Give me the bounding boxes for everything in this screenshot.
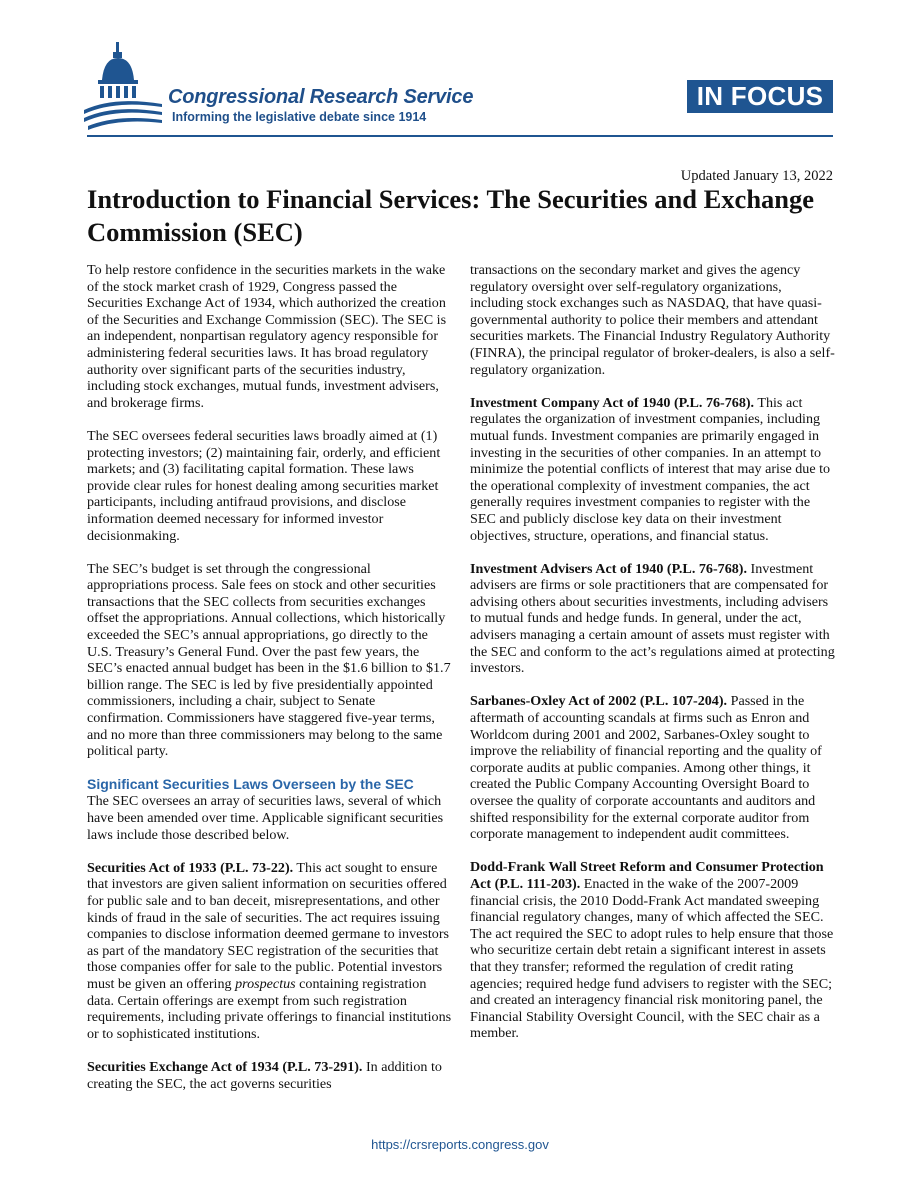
laws-intro-paragraph: The SEC oversees an array of securities laws, several of which have been amended over time. Applicable significant securities laws include those described below. <box>87 793 444 843</box>
capitol-dome-icon <box>84 40 164 132</box>
act-title: Dodd-Frank Wall Street Reform and Consumer Protection Act (P.L. 111-203). <box>470 859 824 892</box>
left-column <box>87 262 452 1109</box>
crs-logo[interactable] <box>84 40 504 132</box>
header-divider <box>87 135 833 137</box>
act-title: Securities Exchange Act of 1934 (P.L. 73-291). <box>87 1058 363 1075</box>
act-1934-paragraph <box>87 1059 452 1092</box>
footer-url-link[interactable]: https://crsreports.congress.gov <box>371 1137 549 1152</box>
intro-paragraph: To help restore confidence in the securities markets in the wake of the stock market crash of 1929, Congress passed the Securities Exchange Act of 1934, which authorized the creation of the Securities and Exchange Commission (SEC). The SEC is an independent, nonpartisan regulatory agency responsible for administering federal securities laws. It has broad regulatory authority over significant parts of the securities industry, including stock exchanges, mutual funds, investment advisers, and brokerage firms. <box>87 262 447 411</box>
updated-date: Updated January 13, 2022 <box>680 168 833 184</box>
act-text: Investment advisers are firms or sole practitioners that are compensated for advising others about securities investments, including advisers to mutual funds and hedge funds. In general, under the act, advisers managing a certain amount of assets must register with the SEC and conform to the act’s regulations aimed at protecting investors. <box>470 560 835 677</box>
act-text: This act regulates the organization of investment companies, including mutual funds. Investment companies are primarily engaged in investing in the securities of other companies. In an attempt to minimize the potential conflicts of interest that may arise due to the operational complexity of investment companies, the act generally requires investment companies to register with the SEC and publicly disclose key data on their investment objectives, structure, operations, and financial status. <box>470 394 831 544</box>
act-text: This act sought to ensure that investors are given salient information on securities offered for public sale and to ban deceit, misrepresentations, and other kinds of fraud in the sale of securities. The act requires issuing companies to disclose information deemed germane to investors as part of the mandatory SEC registration of the securities that those companies offer for sale to the public. Potential investors must be given an offering <box>87 859 450 992</box>
section-heading: Significant Securities Laws Overseen by the SEC <box>87 776 414 793</box>
act-text: containing registration data. Certain offerings are exempt from such registration requirements, including private offerings to financial institutions or to sophisticated institutions. <box>87 975 452 1042</box>
act-1933-paragraph <box>87 860 452 1043</box>
investment-company-act-paragraph <box>470 395 836 544</box>
org-tagline: Informing the legislative debate since 1914 <box>172 110 427 124</box>
budget-paragraph: The SEC’s budget is set through the congressional appropriations process. Sale fees on stock and other securities transactions that the SEC collects from securities exchanges offset the appropriations. Annual collections, which historically exceeded the SEC’s annual appropriations, go directly to the U.S. Treasury’s General Fund. Over the past few years, the SEC’s enacted annual budget has been in the $1.6 billion to $1.7 billion range. The SEC is led by five presidentially appointed commissioners, including a chair, subject to Senate confirmation. Commissioners have staggered five-year terms, and no more than three commissioners may belong to the same political party. <box>87 560 451 760</box>
in-focus-badge: IN FOCUS <box>687 80 833 113</box>
act-text: In addition to creating the SEC, the act governs securities <box>87 1058 442 1092</box>
investment-advisers-act-paragraph <box>470 561 836 677</box>
org-name: Congressional Research Service <box>168 86 474 108</box>
dodd-frank-paragraph <box>470 859 836 1042</box>
sarbanes-oxley-paragraph <box>470 693 836 842</box>
right-column <box>470 262 836 1059</box>
act-title: Investment Advisers Act of 1940 (P.L. 76-768). <box>470 560 748 577</box>
act-title: Investment Company Act of 1940 (P.L. 76-768). <box>470 394 755 411</box>
act-text: Passed in the aftermath of accounting scandals at firms such as Enron and Worldcom during 2001 and 2002, Sarbanes-Oxley sought to improve the reliability of financial reporting and the quality of corporate audits at public companies. Among other things, it created the Public Company Accounting Oversight Board to oversee the quality of corporate accountants and auditors and shifted responsibility for the external corporate auditor from corporate management to independent audit committees. <box>470 693 822 843</box>
act-text: Enacted in the wake of the 2007-2009 financial crisis, the 2010 Dodd-Frank Act mandated sweeping financial regulatory changes, many of which affected the SEC. The act required the SEC to adopt rules to help ensure that those who securitize certain debt retain a significant interest in assets that they transfer; reformed the regulation of credit rating agencies; required hedge fund advisers to register with the SEC; and created an interagency financial risk monitoring panel, the Financial Stability Oversight Council, with the SEC chair as a member. <box>470 875 834 1042</box>
page-title: Introduction to Financial Services: The Securities and Exchange Commission (SEC) <box>87 184 815 247</box>
act-1934-continued-paragraph: transactions on the secondary market and gives the agency regulatory oversight over self-regulatory organizations, including stock exchanges such as NASDAQ, that have quasi-governmental authority to police their members and attendant securities markets. The Financial Industry Regulatory Authority (FINRA), the principal regulator of broker-dealers, is also a self-regulatory organization. <box>470 262 835 378</box>
act-title: Sarbanes-Oxley Act of 2002 (P.L. 107-204). <box>470 693 728 710</box>
act-title: Securities Act of 1933 (P.L. 73-22). <box>87 859 294 876</box>
act-italic-term: prospectus <box>235 975 296 992</box>
mission-paragraph: The SEC oversees federal securities laws broadly aimed at (1) protecting investors; (2) maintaining fair, orderly, and efficient markets; and (3) facilitating capital formation. These laws provide clear rules for honest dealing among securities market participants, including antifraud provisions, and disclose information deemed necessary for informed investor decisionmaking. <box>87 427 441 544</box>
page-header <box>0 0 920 140</box>
